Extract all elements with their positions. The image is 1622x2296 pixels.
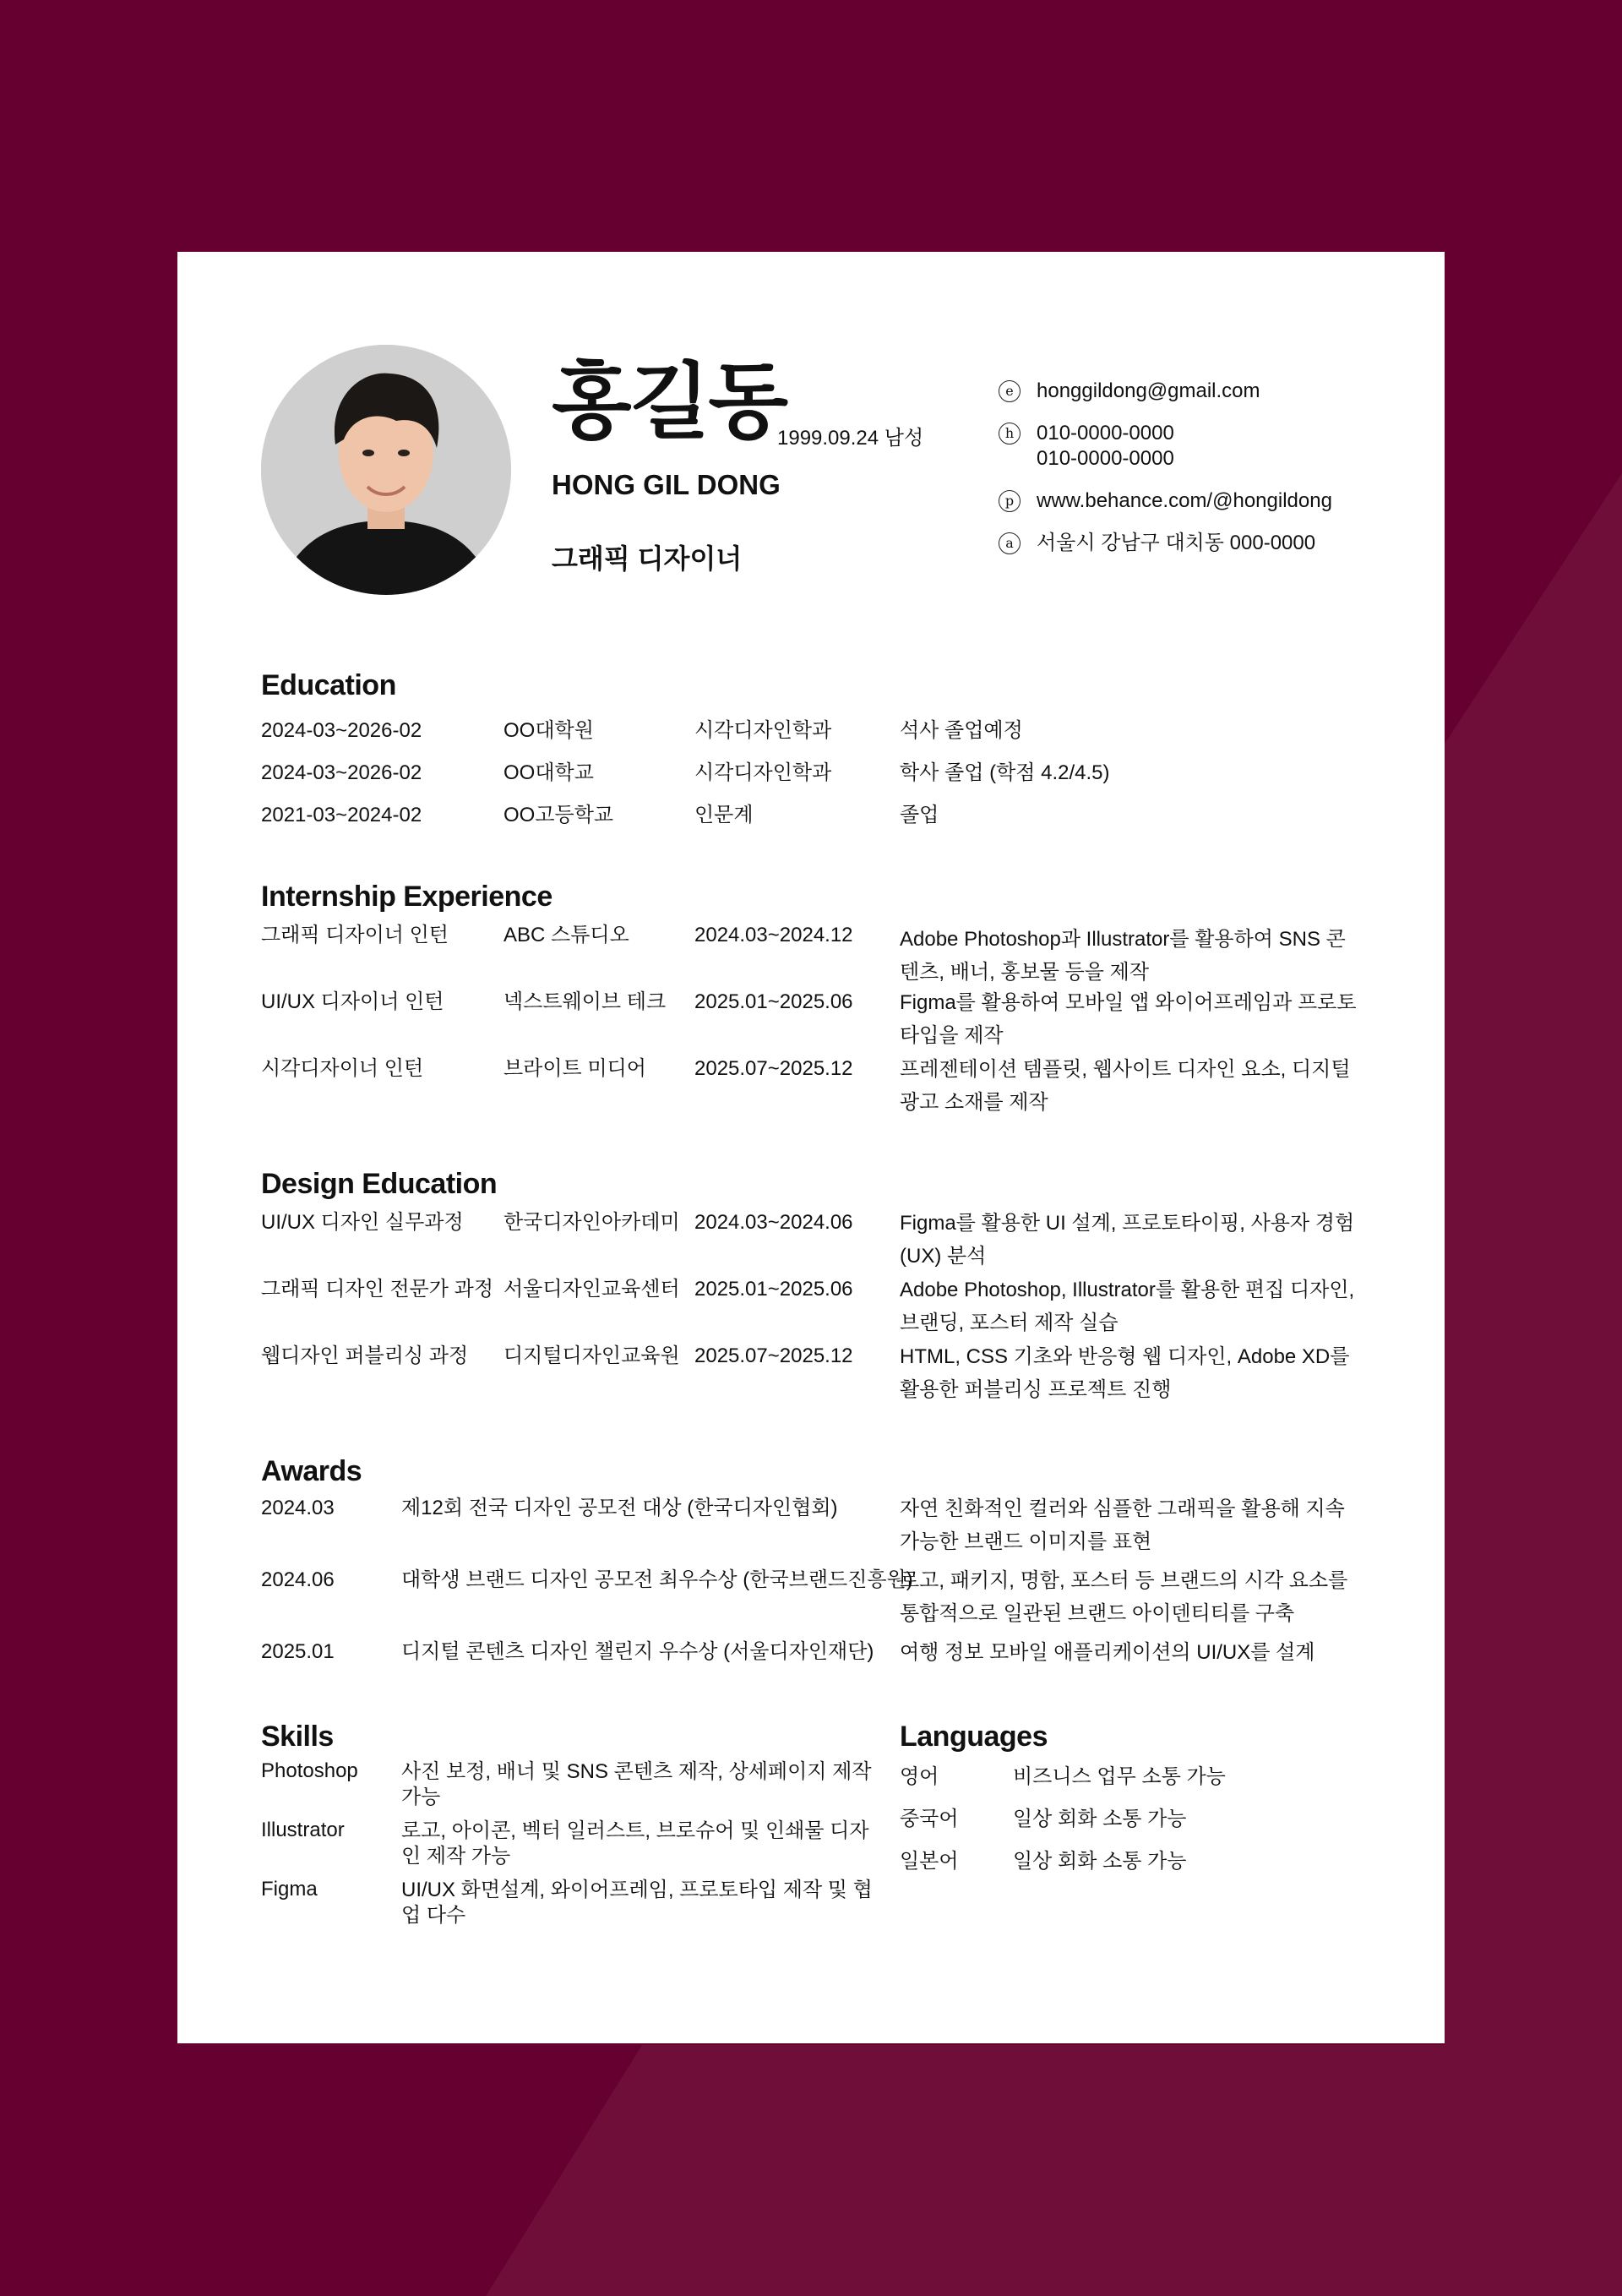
course: 그래픽 디자인 전문가 과정 (261, 1278, 494, 1301)
phone-value: 010-0000-0000 (1037, 447, 1174, 470)
role: UI/UX 디자이너 인턴 (261, 990, 444, 1013)
section-title-design-education: Design Education (261, 1168, 498, 1200)
section-title-internship: Internship Experience (261, 881, 552, 913)
status: 석사 졸업예정 (900, 719, 1023, 742)
address-icon: a (999, 532, 1021, 554)
period: 2024.03~2024.12 (694, 924, 853, 946)
section-title-skills: Skills (261, 1721, 334, 1753)
contact-address (999, 531, 1332, 556)
institute: 한국디자인아카데미 (503, 1211, 680, 1234)
skill-name: Photoshop (261, 1759, 358, 1782)
award-date: 2024.06 (261, 1568, 335, 1591)
status: 졸업 (900, 804, 939, 826)
contact-portfolio (999, 488, 1332, 514)
school: OO대학교 (503, 761, 594, 784)
contact-list (999, 379, 1332, 573)
description: 여행 정보 모바일 애플리케이션의 UI/UX를 설계 (900, 1641, 1315, 1664)
language-level: 일상 회화 소통 가능 (1013, 1808, 1187, 1830)
phone-icon: h (999, 423, 1021, 444)
period: 2025.01~2025.06 (694, 1278, 853, 1301)
role: 그래픽 디자이너 인턴 (261, 924, 449, 946)
portfolio-value: www.behance.com/@hongildong (1037, 489, 1332, 512)
section-title-languages: Languages (900, 1721, 1048, 1753)
period: 2025.07~2025.12 (694, 1057, 853, 1080)
period: 2021-03~2024-02 (261, 804, 422, 826)
description: Adobe Photoshop과 Illustrator를 활용하여 SNS 콘텐츠, 배너, 홍보물 등을 제작 (900, 928, 1346, 984)
language-level: 일상 회화 소통 가능 (1013, 1850, 1187, 1873)
job-title: 그래픽 디자이너 (552, 543, 743, 574)
email-icon: e (999, 380, 1021, 402)
award-name: 디지털 콘텐츠 디자인 챌린지 우수상 (서울디자인재단) (401, 1640, 874, 1663)
section-title-awards: Awards (261, 1455, 362, 1487)
school: OO고등학교 (503, 804, 614, 826)
description: Figma를 활용하여 모바일 앱 와이어프레임과 프로토타입을 제작 (900, 991, 1357, 1047)
award-name: 제12회 전국 디자인 공모전 대상 (한국디자인협회) (401, 1497, 838, 1519)
period: 2024-03~2026-02 (261, 719, 422, 742)
major: 인문계 (694, 804, 754, 826)
portfolio-icon: p (999, 490, 1021, 512)
school: OO대학원 (503, 719, 594, 742)
description: 자연 친화적인 컬러와 심플한 그래픽을 활용해 지속가능한 브랜드 이미지를 표현 (900, 1497, 1345, 1553)
contact-email (999, 379, 1332, 404)
skill-name: Figma (261, 1878, 318, 1901)
language-level: 비즈니스 업무 소통 가능 (1013, 1765, 1226, 1788)
course: 웹디자인 퍼블리싱 과정 (261, 1344, 469, 1367)
role: 시각디자이너 인턴 (261, 1057, 424, 1080)
company: 브라이트 미디어 (503, 1057, 646, 1080)
birth-gender: 1999.09.24 남성 (777, 427, 924, 450)
period: 2025.01~2025.06 (694, 990, 853, 1013)
major: 시각디자인학과 (694, 719, 832, 742)
phone-value: 010-0000-0000 (1037, 422, 1174, 444)
name-korean: 홍길동 (552, 355, 787, 448)
language-name: 중국어 (900, 1808, 959, 1830)
status: 학사 졸업 (학점 4.2/4.5) (900, 761, 1110, 784)
course: UI/UX 디자인 실무과정 (261, 1211, 464, 1234)
description: Adobe Photoshop, Illustrator를 활용한 편집 디자인, 브랜딩, 포스터 제작 실습 (900, 1279, 1355, 1334)
period: 2025.07~2025.12 (694, 1344, 853, 1367)
email-value: honggildong@gmail.com (1037, 379, 1260, 402)
description: 로고, 패키지, 명함, 포스터 등 브랜드의 시각 요소를 통합적으로 일관된 브랜드 아이덴티티를 구축 (900, 1569, 1348, 1625)
name-english: HONG GIL DONG (552, 469, 781, 500)
address-value: 서울시 강남구 대치동 000-0000 (1037, 532, 1316, 554)
profile-photo (261, 345, 511, 595)
institute: 서울디자인교육센터 (503, 1278, 680, 1301)
contact-phone (999, 421, 1332, 472)
institute: 디지털디자인교육원 (503, 1344, 680, 1367)
description: HTML, CSS 기초와 반응형 웹 디자인, Adobe XD를 활용한 퍼블리싱 프로젝트 진행 (900, 1345, 1350, 1401)
resume-sheet (177, 252, 1445, 2043)
language-name: 영어 (900, 1765, 939, 1788)
description: 프레젠테이션 템플릿, 웹사이트 디자인 요소, 디지털 광고 소재를 제작 (900, 1058, 1351, 1114)
major: 시각디자인학과 (694, 761, 832, 784)
award-date: 2025.01 (261, 1640, 335, 1663)
company: ABC 스튜디오 (503, 924, 629, 946)
company: 넥스트웨이브 테크 (503, 990, 667, 1013)
skill-name: Illustrator (261, 1819, 345, 1841)
skill-description: UI/UX 화면설계, 와이어프레임, 프로토타입 제작 및 협업 다수 (401, 1879, 873, 1927)
skill-description: 사진 보정, 배너 및 SNS 콘텐츠 제작, 상세페이지 제작 가능 (401, 1760, 872, 1808)
description: Figma를 활용한 UI 설계, 프로토타이핑, 사용자 경험(UX) 분석 (900, 1212, 1355, 1268)
award-name: 대학생 브랜드 디자인 공모전 최우수상 (한국브랜드진흥원) (401, 1568, 913, 1591)
period: 2024.03~2024.06 (694, 1211, 853, 1234)
language-name: 일본어 (900, 1850, 959, 1873)
section-title-education: Education (261, 669, 396, 701)
skill-description: 로고, 아이콘, 벡터 일러스트, 브로슈어 및 인쇄물 디자인 제작 가능 (401, 1819, 869, 1868)
award-date: 2024.03 (261, 1497, 335, 1519)
period: 2024-03~2026-02 (261, 761, 422, 784)
